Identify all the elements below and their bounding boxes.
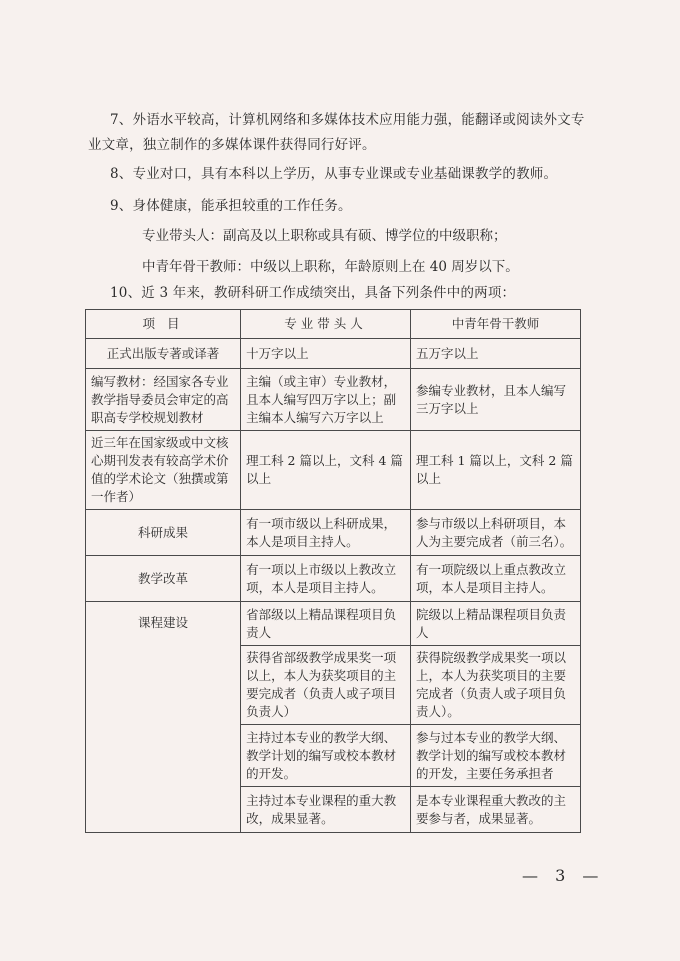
conditions-table [85, 309, 581, 833]
table-row: 主持过本专业的教学大纲、教学计划的编写或校本教材的开发。 参与过本专业的教学大纲、教学计划的编写或校本教材的开发，主要任务承担者 [86, 725, 581, 787]
item-8: 8、专业对口，具有本科以上学历，从事专业课或专业基础课教学的教师。 [110, 166, 558, 182]
requirement-leader: 专业带头人：副高及以上职称或具有硕、博学位的中级职称； [142, 228, 507, 244]
table-row: 教学改革 有一项以上市级以上教改立项，本人是项目主持人。 有一项院级以上重点教改立项，本人是项目主持人。 [86, 556, 581, 602]
table-row: 正式出版专著或译著 十万字以上 五万字以上 [86, 339, 581, 369]
page-number: — 3 — [522, 866, 605, 885]
item-7: 7、外语水平较高，计算机网络和多媒体技术应用能力强，能翻译或阅读外文专业文章，独立制作的多媒体课件获得同行好评。 [88, 112, 585, 153]
header-item: 项 目 [86, 310, 241, 339]
table-row: 获得省部级教学成果奖一项以上，本人为获奖项目的主要完成者（负责人或子项目负责人） 获得院级教学成果奖一项以上，本人为获奖项目的主要完成者（负责人或子项目负责人）。 [86, 646, 581, 725]
item-9: 9、身体健康，能承担较重的工作任务。 [110, 198, 352, 214]
table-row: 主持过本专业课程的重大教改，成果显著。 是本专业课程重大教改的主要参与者，成果显著。 [86, 787, 581, 833]
table-header-row [86, 310, 581, 339]
table-row: 科研成果 有一项市级以上科研成果，本人是项目主持人。 参与市级以上科研项目，本人为主要完成者（前三名）。 [86, 510, 581, 556]
table-row: 近三年在国家级或中文核心期刊发表有较高学术价值的学术论文（独撰或第一作者） 理工科 2 篇以上，文科 4 篇以上 理工科 1 篇以上，文科 2 篇以上 [86, 431, 581, 510]
table-row: 课程建设 省部级以上精品课程项目负责人 院级以上精品课程项目负责人 [86, 602, 581, 646]
requirement-young-teacher: 中青年骨干教师：中级以上职称，年龄原则上在 40 周岁以下。 [142, 259, 519, 275]
item-10: 10、近 3 年来，教研科研工作成绩突出，具备下列条件中的两项： [110, 285, 516, 301]
header-leader: 专业带头人 [241, 310, 411, 339]
table-row: 编写教材：经国家各专业教学指导委员会审定的高职高专学校规划教材 主编（或主审）专业教材，且本人编写四万字以上；副主编本人编写六万字以上 参编专业教材，且本人编写三万字以上 [86, 369, 581, 431]
header-young: 中青年骨干教师 [411, 310, 581, 339]
